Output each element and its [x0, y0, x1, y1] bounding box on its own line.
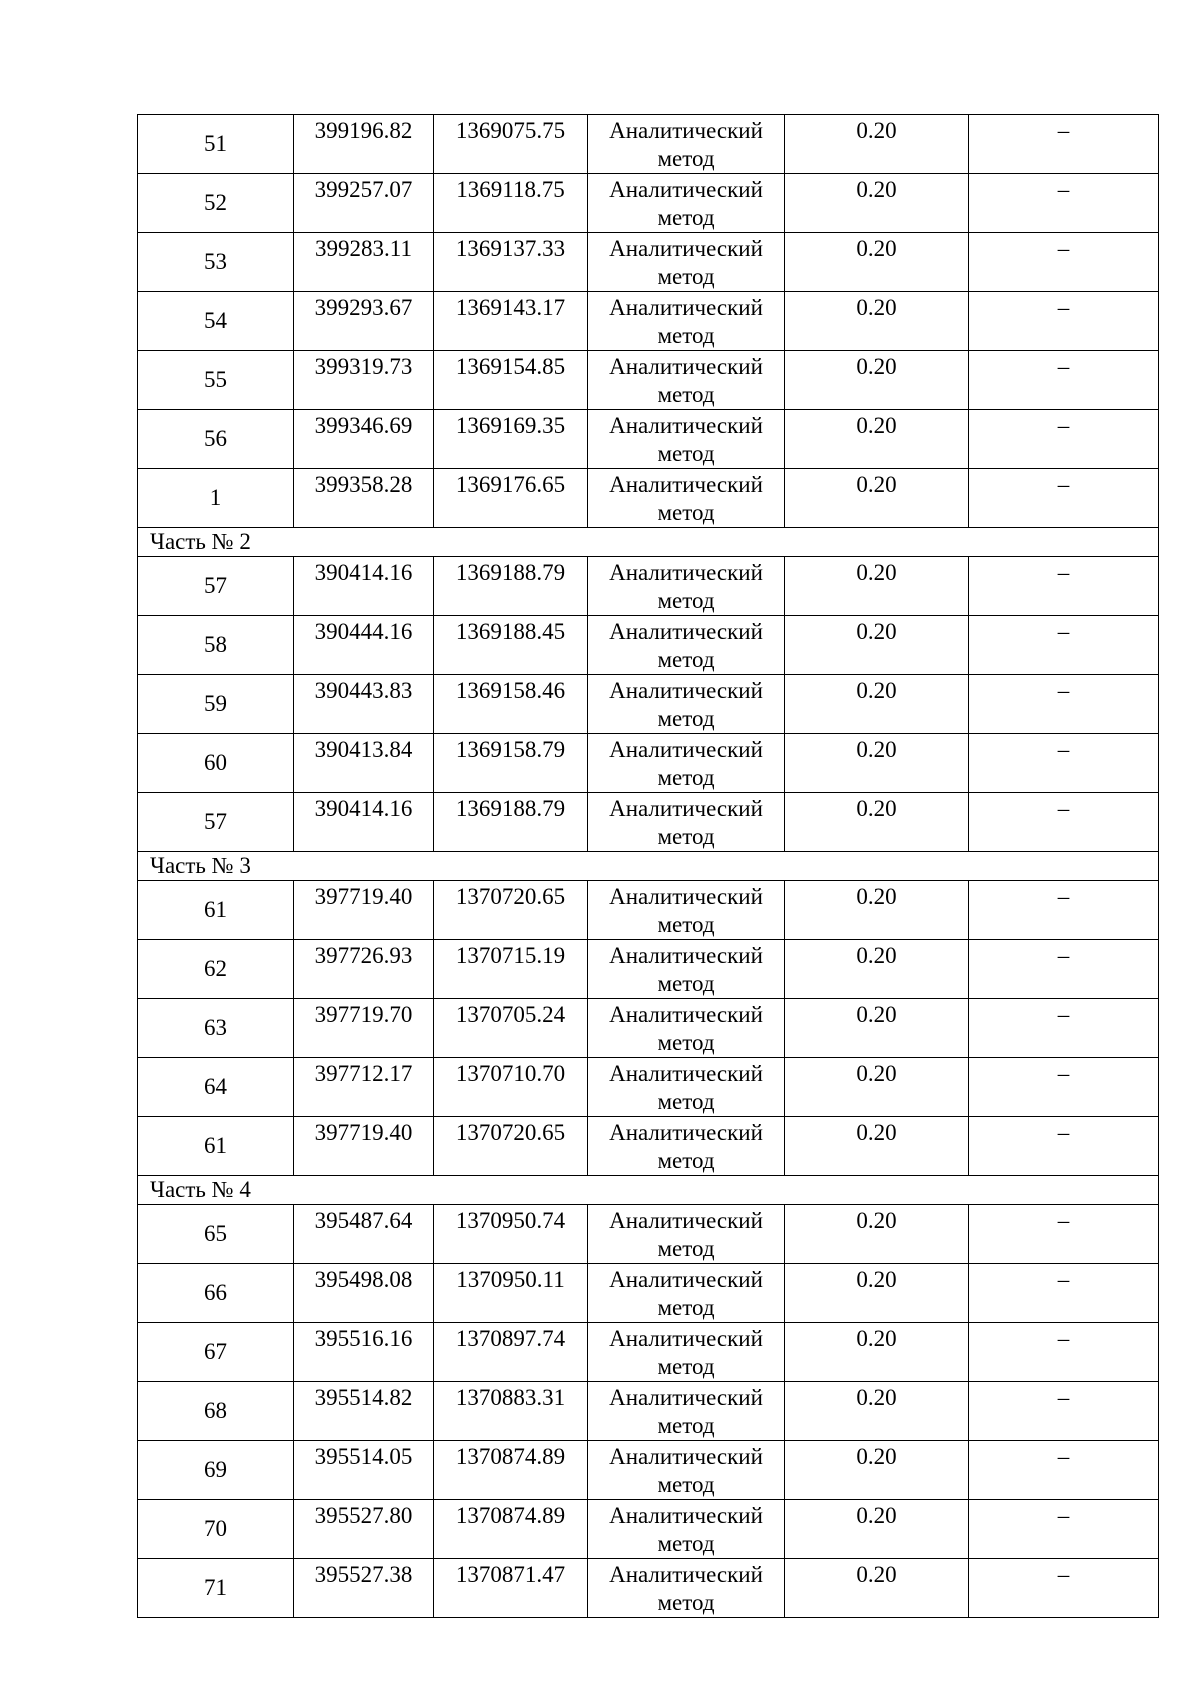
x-coordinate-cell: 395498.08: [294, 1264, 434, 1323]
method-cell: Аналитический метод: [588, 881, 785, 940]
x-coordinate-cell: 399283.11: [294, 233, 434, 292]
y-coordinate-cell: 1369158.79: [434, 734, 588, 793]
note-cell: –: [969, 1205, 1159, 1264]
x-coordinate-cell: 395514.05: [294, 1441, 434, 1500]
accuracy-cell: 0.20: [785, 1264, 969, 1323]
note-cell: –: [969, 940, 1159, 999]
note-cell: –: [969, 292, 1159, 351]
point-number-cell: 62: [138, 940, 294, 999]
point-number-cell: 53: [138, 233, 294, 292]
y-coordinate-cell: 1369176.65: [434, 469, 588, 528]
table-row: [138, 174, 1159, 233]
y-coordinate-cell: 1369158.46: [434, 675, 588, 734]
method-cell: Аналитический метод: [588, 557, 785, 616]
table-row: [138, 557, 1159, 616]
coordinates-table-body: [138, 115, 1159, 1618]
point-number-cell: 56: [138, 410, 294, 469]
table-row: [138, 1205, 1159, 1264]
accuracy-cell: 0.20: [785, 233, 969, 292]
y-coordinate-cell: 1369118.75: [434, 174, 588, 233]
note-cell: –: [969, 174, 1159, 233]
y-coordinate-cell: 1370950.11: [434, 1264, 588, 1323]
section-row: [138, 852, 1159, 881]
table-row: [138, 940, 1159, 999]
note-cell: –: [969, 115, 1159, 174]
section-title: Часть № 3: [138, 852, 1159, 881]
accuracy-cell: 0.20: [785, 940, 969, 999]
accuracy-cell: 0.20: [785, 793, 969, 852]
point-number-cell: 59: [138, 675, 294, 734]
method-cell: Аналитический метод: [588, 1117, 785, 1176]
table-row: [138, 1500, 1159, 1559]
x-coordinate-cell: 399196.82: [294, 115, 434, 174]
note-cell: –: [969, 1117, 1159, 1176]
accuracy-cell: 0.20: [785, 557, 969, 616]
section-row: [138, 1176, 1159, 1205]
x-coordinate-cell: 390443.83: [294, 675, 434, 734]
point-number-cell: 67: [138, 1323, 294, 1382]
y-coordinate-cell: 1370871.47: [434, 1559, 588, 1618]
x-coordinate-cell: 397719.70: [294, 999, 434, 1058]
y-coordinate-cell: 1370874.89: [434, 1441, 588, 1500]
accuracy-cell: 0.20: [785, 999, 969, 1058]
x-coordinate-cell: 399346.69: [294, 410, 434, 469]
method-cell: Аналитический метод: [588, 1500, 785, 1559]
method-cell: Аналитический метод: [588, 115, 785, 174]
x-coordinate-cell: 399358.28: [294, 469, 434, 528]
table-row: [138, 793, 1159, 852]
note-cell: –: [969, 734, 1159, 793]
table-row: [138, 1382, 1159, 1441]
note-cell: –: [969, 410, 1159, 469]
y-coordinate-cell: 1370720.65: [434, 1117, 588, 1176]
point-number-cell: 54: [138, 292, 294, 351]
x-coordinate-cell: 397719.40: [294, 1117, 434, 1176]
point-number-cell: 61: [138, 881, 294, 940]
accuracy-cell: 0.20: [785, 1323, 969, 1382]
accuracy-cell: 0.20: [785, 351, 969, 410]
point-number-cell: 57: [138, 557, 294, 616]
x-coordinate-cell: 395514.82: [294, 1382, 434, 1441]
accuracy-cell: 0.20: [785, 1500, 969, 1559]
accuracy-cell: 0.20: [785, 1382, 969, 1441]
table-row: [138, 1441, 1159, 1500]
method-cell: Аналитический метод: [588, 999, 785, 1058]
accuracy-cell: 0.20: [785, 734, 969, 793]
method-cell: Аналитический метод: [588, 1205, 785, 1264]
point-number-cell: 71: [138, 1559, 294, 1618]
x-coordinate-cell: 395527.80: [294, 1500, 434, 1559]
point-number-cell: 65: [138, 1205, 294, 1264]
accuracy-cell: 0.20: [785, 675, 969, 734]
point-number-cell: 58: [138, 616, 294, 675]
note-cell: –: [969, 1382, 1159, 1441]
y-coordinate-cell: 1370897.74: [434, 1323, 588, 1382]
method-cell: Аналитический метод: [588, 1323, 785, 1382]
section-title: Часть № 2: [138, 528, 1159, 557]
y-coordinate-cell: 1370883.31: [434, 1382, 588, 1441]
y-coordinate-cell: 1370715.19: [434, 940, 588, 999]
table-row: [138, 351, 1159, 410]
point-number-cell: 60: [138, 734, 294, 793]
accuracy-cell: 0.20: [785, 1205, 969, 1264]
method-cell: Аналитический метод: [588, 292, 785, 351]
table-row: [138, 881, 1159, 940]
accuracy-cell: 0.20: [785, 616, 969, 675]
method-cell: Аналитический метод: [588, 793, 785, 852]
y-coordinate-cell: 1370710.70: [434, 1058, 588, 1117]
accuracy-cell: 0.20: [785, 1441, 969, 1500]
y-coordinate-cell: 1369169.35: [434, 410, 588, 469]
x-coordinate-cell: 397719.40: [294, 881, 434, 940]
note-cell: –: [969, 351, 1159, 410]
x-coordinate-cell: 397726.93: [294, 940, 434, 999]
point-number-cell: 66: [138, 1264, 294, 1323]
section-row: [138, 528, 1159, 557]
x-coordinate-cell: 395527.38: [294, 1559, 434, 1618]
note-cell: –: [969, 1500, 1159, 1559]
x-coordinate-cell: 390413.84: [294, 734, 434, 793]
accuracy-cell: 0.20: [785, 174, 969, 233]
x-coordinate-cell: 397712.17: [294, 1058, 434, 1117]
table-row: [138, 675, 1159, 734]
point-number-cell: 51: [138, 115, 294, 174]
method-cell: Аналитический метод: [588, 734, 785, 793]
note-cell: –: [969, 557, 1159, 616]
coordinates-table: [137, 114, 1159, 1618]
point-number-cell: 55: [138, 351, 294, 410]
point-number-cell: 57: [138, 793, 294, 852]
note-cell: –: [969, 1441, 1159, 1500]
note-cell: –: [969, 233, 1159, 292]
note-cell: –: [969, 1264, 1159, 1323]
note-cell: –: [969, 1058, 1159, 1117]
method-cell: Аналитический метод: [588, 940, 785, 999]
y-coordinate-cell: 1370705.24: [434, 999, 588, 1058]
accuracy-cell: 0.20: [785, 1058, 969, 1117]
y-coordinate-cell: 1369137.33: [434, 233, 588, 292]
accuracy-cell: 0.20: [785, 469, 969, 528]
point-number-cell: 69: [138, 1441, 294, 1500]
table-row: [138, 1058, 1159, 1117]
section-title: Часть № 4: [138, 1176, 1159, 1205]
x-coordinate-cell: 390444.16: [294, 616, 434, 675]
accuracy-cell: 0.20: [785, 115, 969, 174]
x-coordinate-cell: 390414.16: [294, 793, 434, 852]
note-cell: –: [969, 1323, 1159, 1382]
x-coordinate-cell: 399293.67: [294, 292, 434, 351]
table-row: [138, 233, 1159, 292]
y-coordinate-cell: 1369188.79: [434, 557, 588, 616]
point-number-cell: 64: [138, 1058, 294, 1117]
accuracy-cell: 0.20: [785, 410, 969, 469]
y-coordinate-cell: 1370720.65: [434, 881, 588, 940]
method-cell: Аналитический метод: [588, 469, 785, 528]
x-coordinate-cell: 390414.16: [294, 557, 434, 616]
method-cell: Аналитический метод: [588, 174, 785, 233]
y-coordinate-cell: 1370874.89: [434, 1500, 588, 1559]
table-row: [138, 1323, 1159, 1382]
note-cell: –: [969, 469, 1159, 528]
y-coordinate-cell: 1369075.75: [434, 115, 588, 174]
method-cell: Аналитический метод: [588, 1559, 785, 1618]
accuracy-cell: 0.20: [785, 292, 969, 351]
table-row: [138, 734, 1159, 793]
table-row: [138, 1559, 1159, 1618]
note-cell: –: [969, 675, 1159, 734]
table-row: [138, 292, 1159, 351]
table-row: [138, 1117, 1159, 1176]
accuracy-cell: 0.20: [785, 1559, 969, 1618]
method-cell: Аналитический метод: [588, 410, 785, 469]
note-cell: –: [969, 881, 1159, 940]
method-cell: Аналитический метод: [588, 675, 785, 734]
x-coordinate-cell: 399319.73: [294, 351, 434, 410]
table-row: [138, 999, 1159, 1058]
accuracy-cell: 0.20: [785, 881, 969, 940]
note-cell: –: [969, 616, 1159, 675]
y-coordinate-cell: 1369188.45: [434, 616, 588, 675]
point-number-cell: 52: [138, 174, 294, 233]
table-row: [138, 1264, 1159, 1323]
y-coordinate-cell: 1369143.17: [434, 292, 588, 351]
method-cell: Аналитический метод: [588, 616, 785, 675]
x-coordinate-cell: 395487.64: [294, 1205, 434, 1264]
point-number-cell: 70: [138, 1500, 294, 1559]
point-number-cell: 68: [138, 1382, 294, 1441]
method-cell: Аналитический метод: [588, 233, 785, 292]
y-coordinate-cell: 1369154.85: [434, 351, 588, 410]
table-row: [138, 469, 1159, 528]
note-cell: –: [969, 793, 1159, 852]
point-number-cell: 61: [138, 1117, 294, 1176]
accuracy-cell: 0.20: [785, 1117, 969, 1176]
table-row: [138, 616, 1159, 675]
y-coordinate-cell: 1369188.79: [434, 793, 588, 852]
table-row: [138, 115, 1159, 174]
x-coordinate-cell: 395516.16: [294, 1323, 434, 1382]
point-number-cell: 1: [138, 469, 294, 528]
table-row: [138, 410, 1159, 469]
method-cell: Аналитический метод: [588, 1382, 785, 1441]
point-number-cell: 63: [138, 999, 294, 1058]
method-cell: Аналитический метод: [588, 1441, 785, 1500]
note-cell: –: [969, 1559, 1159, 1618]
method-cell: Аналитический метод: [588, 1264, 785, 1323]
method-cell: Аналитический метод: [588, 351, 785, 410]
method-cell: Аналитический метод: [588, 1058, 785, 1117]
note-cell: –: [969, 999, 1159, 1058]
y-coordinate-cell: 1370950.74: [434, 1205, 588, 1264]
x-coordinate-cell: 399257.07: [294, 174, 434, 233]
